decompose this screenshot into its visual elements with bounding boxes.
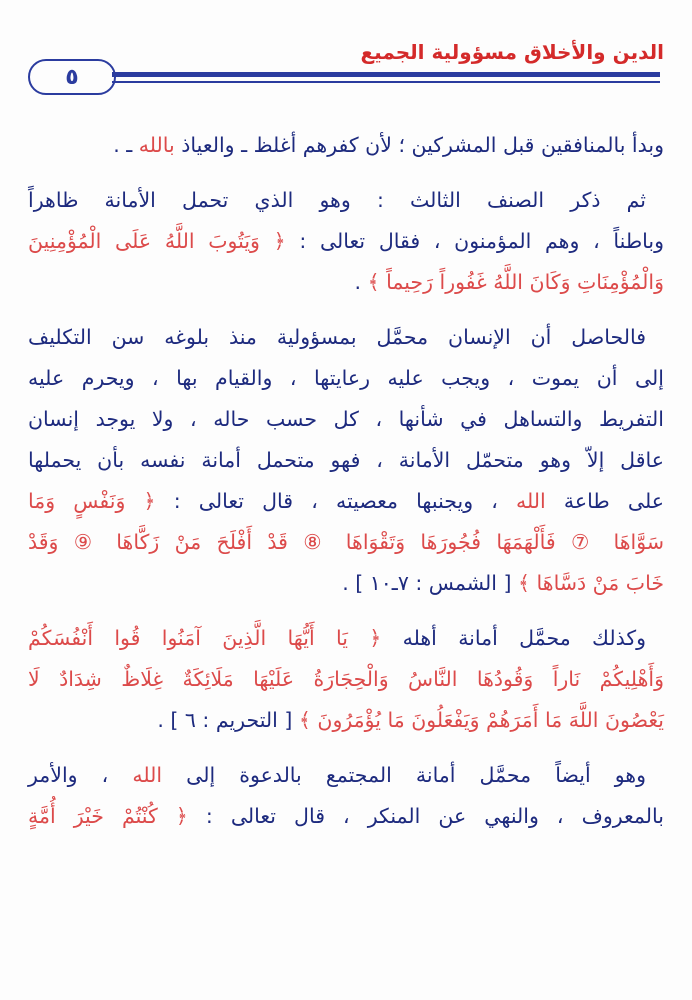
quran-verse: خَابَ مَنْ دَسَّاهَا ﴾: [518, 571, 664, 595]
text-line: وَالْمُؤْمِنَاتِ وَكَانَ اللَّهُ غَفُوراً رَحِيماً ﴾ .: [354, 270, 664, 294]
running-title: الدين والأخلاق مسؤولية الجميع: [360, 40, 664, 64]
text-line: عاقل إلاّ وهو متحمّل الأمانة ، فهو متحمل أمانة نفسه بأن يحملها: [28, 448, 664, 472]
quran-verse: ﴿ يَا أَيُّهَا الَّذِينَ آمَنُوا قُوا أَنْفُسَكُمْ: [28, 626, 382, 650]
text-line: خَابَ مَنْ دَسَّاهَا ﴾ [ الشمس : ٧ـ١٠ ] .: [342, 571, 664, 595]
text-line: يَعْصُونَ اللَّهَ مَا أَمَرَهُمْ وَيَفْعَلُونَ مَا يُؤْمَرُونَ ﴾ [ التحريم : ٦ ] .: [157, 708, 664, 732]
text-line: ثم ذكر الصنف الثالث : وهو الذي تحمل الأمانة ظاهراً: [28, 188, 646, 212]
text-line: وكذلك محمَّل أمانة أهله ﴿ يَا أَيُّهَا الَّذِينَ آمَنُوا قُوا أَنْفُسَكُمْ: [28, 626, 646, 650]
page-number: ٥: [28, 59, 116, 95]
text-line: [28, 659, 664, 700]
text-line: [28, 522, 664, 563]
header-rule-thick: [112, 72, 660, 77]
quran-verse: ﴿ كُنْتُمْ خَيْرَ أُمَّةٍ: [28, 804, 188, 828]
text-line: بالمعروف ، والنهي عن المنكر ، قال تعالى : ﴿ كُنْتُمْ خَيْرَ أُمَّةٍ: [28, 804, 664, 828]
page-body: [28, 125, 664, 837]
text-line: إلى أن يموت ، ويجب عليه رعايتها ، والقيام بها ، ويحرم عليه: [28, 366, 664, 390]
quran-verse: سَوَّاهَا ⑦ فَأَلْهَمَهَا فُجُورَهَا وَتَقْوَاهَا ⑧ قَدْ أَفْلَحَ مَنْ زَكَّاهَا ⑨ وَقَدْ: [28, 530, 664, 554]
quran-verse: ﴿ وَنَفْسٍ وَمَا: [28, 489, 156, 513]
quran-verse: وَأَهْلِيكُمْ نَاراً وَقُودُهَا النَّاسُ وَالْحِجَارَةُ عَلَيْهَا مَلَائِكَةٌ غِلَاظٌ شِدَادٌ لَا: [28, 667, 664, 691]
header-rule-thin: [112, 81, 660, 83]
text-line: وبدأ بالمنافقين قبل المشركين ؛ لأن كفرهم أغلظ ـ والعياذ بالله ـ .: [113, 133, 664, 157]
quran-verse: وَالْمُؤْمِنَاتِ وَكَانَ اللَّهُ غَفُوراً رَحِيماً ﴾: [367, 270, 664, 294]
text-line: وهو أيضاً محمَّل أمانة المجتمع بالدعوة إلى الله ، والأمر: [28, 763, 647, 787]
text-line: فالحاصل أن الإنسان محمَّل بمسؤولية منذ بلوغه سن التكليف: [28, 325, 646, 349]
text-line: على طاعة الله ، ويجنبها معصيته ، قال تعالى : ﴿ وَنَفْسٍ وَمَا: [28, 489, 664, 513]
text-line: التفريط والتساهل في شأنها ، كل حسب حاله ، ولا يوجد إنسان: [28, 407, 664, 431]
quran-verse: يَعْصُونَ اللَّهَ مَا أَمَرَهُمْ وَيَفْعَلُونَ مَا يُؤْمَرُونَ ﴾: [298, 708, 664, 732]
text-line: وباطناً ، وهم المؤمنون ، فقال تعالى : ﴿ وَيَتُوبَ اللَّهُ عَلَى الْمُؤْمِنِينَ: [28, 229, 664, 253]
quran-verse: ﴿ وَيَتُوبَ اللَّهُ عَلَى الْمُؤْمِنِينَ: [28, 229, 286, 253]
